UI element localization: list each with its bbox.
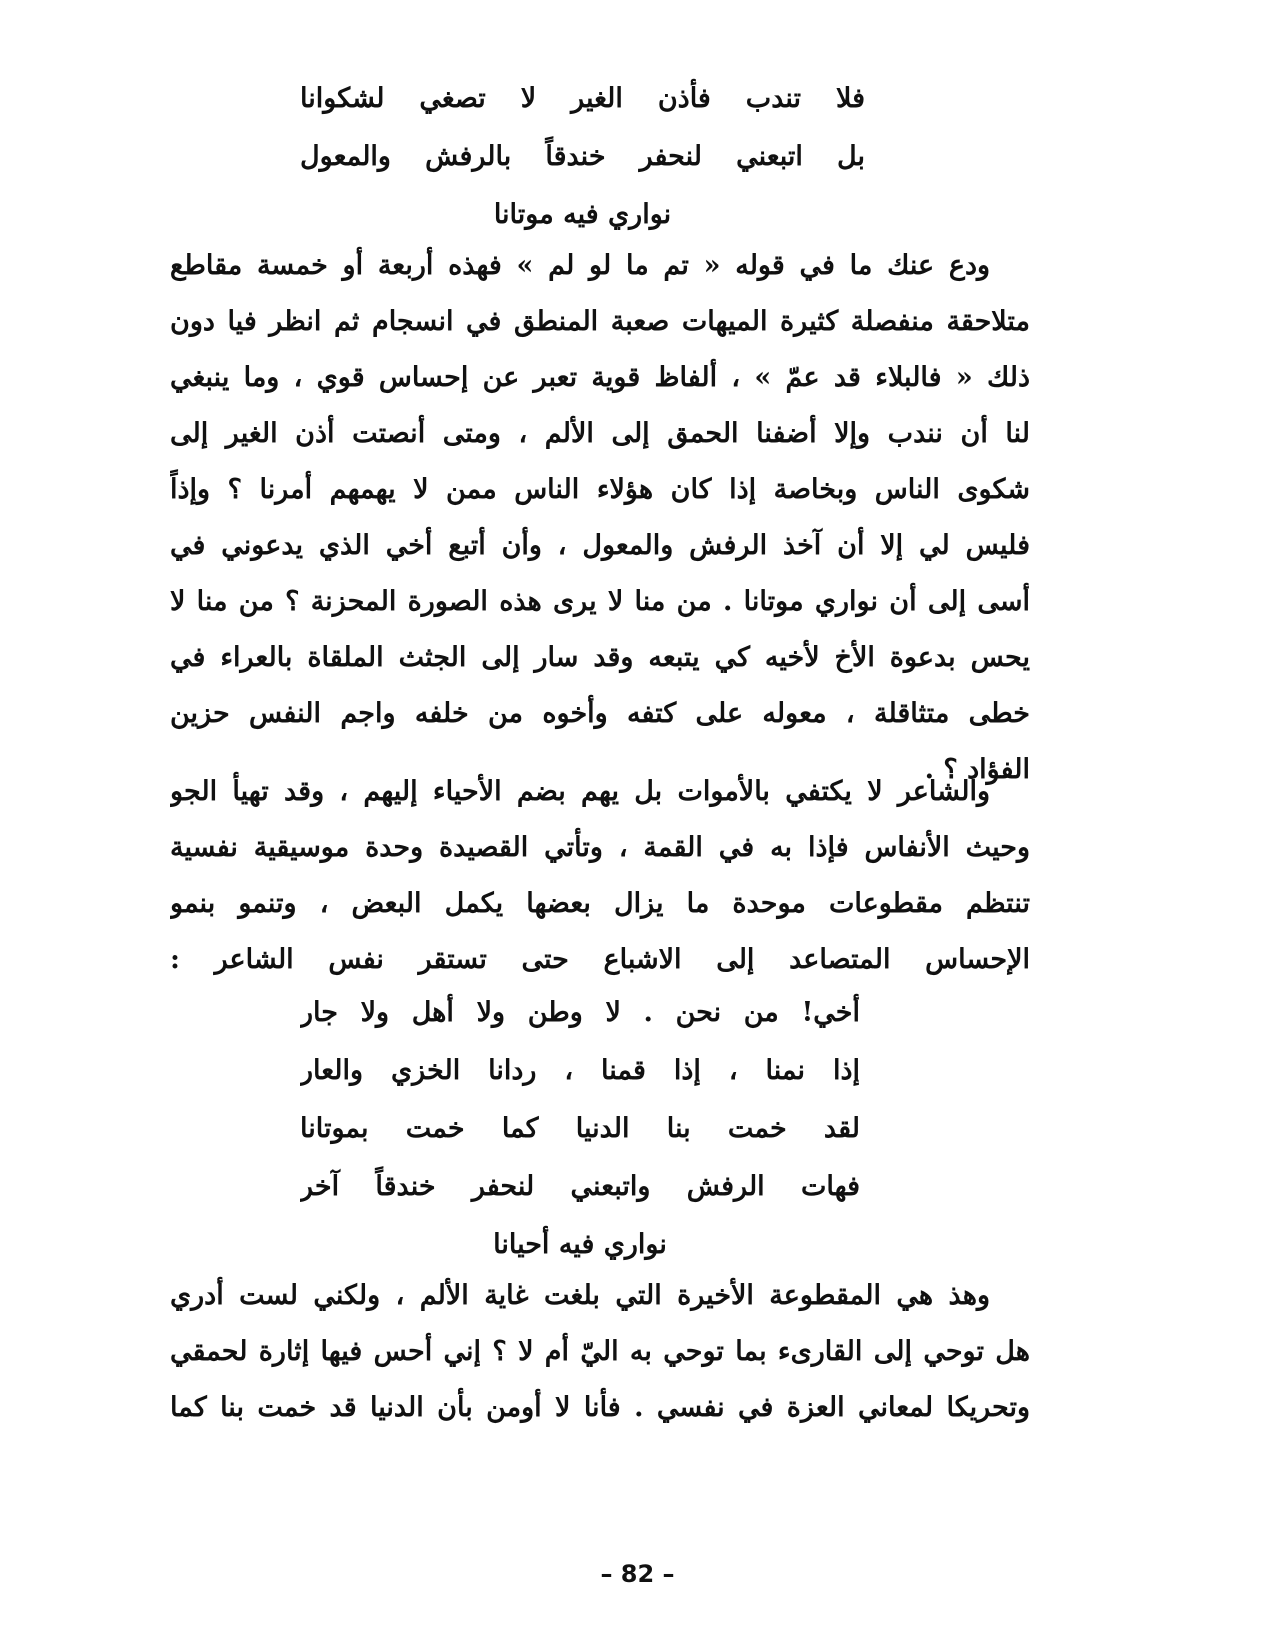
verse-line: نواري فيه أحيانا (493, 1229, 667, 1260)
text-line: متلاحقة منفصلة كثيرة الميهات صعبة المنطق في انسجام ثم انظر فيا دون (170, 306, 1030, 337)
verse-line: لقد خمت بنا الدنيا كما خمت بموتانا (300, 1113, 860, 1144)
text-line: وتحريكا لمعاني العزة في نفسي . فأنا لا أومن بأن الدنيا قد خمت بنا كما (170, 1392, 1030, 1423)
text-line: الإحساس المتصاعد إلى الاشباع حتى تستقر نفس الشاعر : (170, 944, 1030, 975)
text-line: ذلك « فالبلاء قد عمّ » ، ألفاظ قوية تعبر عن إحساس قوي ، وما ينبغي (170, 362, 1030, 393)
text-line: خطى متثاقلة ، معوله على كتفه وأخوه من خلفه واجم النفس حزين (170, 698, 1030, 729)
verse-line: فلا تندب فأذن الغير لا تصغي لشكوانا (300, 83, 865, 114)
text-line: ودع عنك ما في قوله « تم ما لو لم » فهذه أربعة أو خمسة مقاطع (170, 250, 990, 281)
verse-line: نواري فيه موتانا (493, 199, 672, 230)
text-line: الفؤاد ؟ . (924, 754, 1030, 785)
text-line: هل توحي إلى القارىء بما توحي به اليّ أم لا ؟ إني أحس فيها إثارة لحمقي (170, 1336, 1030, 1367)
text-line: شكوى الناس وبخاصة إذا كان هؤلاء الناس ممن لا يهمهم أمرنا ؟ وإذاً (170, 474, 1030, 505)
text-line: وحيث الأنفاس فإذا به في القمة ، وتأتي القصيدة وحدة موسيقية نفسية (170, 832, 1030, 863)
text-line: يحس بدعوة الأخ لأخيه كي يتبعه وقد سار إلى الجثث الملقاة بالعراء في (170, 642, 1030, 673)
verse-stanza-2 (300, 984, 860, 1274)
text-line: تنتظم مقطوعات موحدة ما يزال بعضها يكمل البعض ، وتنمو بنمو (170, 888, 1030, 919)
verse-line: إذا نمنا ، إذا قمنا ، ردانا الخزي والعار (300, 1055, 860, 1086)
paragraph-3 (170, 1268, 1030, 1436)
paragraph-2 (170, 764, 1030, 988)
text-line: أسى إلى أن نواري موتانا . من منا لا يرى هذه الصورة المحزنة ؟ من منا لا (170, 586, 1030, 617)
verse-stanza-1 (300, 70, 865, 244)
verse-line: بل اتبعني لنحفر خندقاً بالرفش والمعول (300, 141, 865, 172)
text-line: لنا أن نندب وإلا أضفنا الحمق إلى الألم ، ومتى أنصتت أذن الغير إلى (170, 418, 1030, 449)
text-line: والشاعر لا يكتفي بالأموات بل يهم بضم الأحياء إليهم ، وقد تهيأ الجو (170, 776, 990, 807)
text-line: وهذ هي المقطوعة الأخيرة التي بلغت غاية الألم ، ولكني لست أدري (170, 1280, 990, 1311)
verse-line: فهات الرفش واتبعني لنحفر خندقاً آخر (300, 1171, 860, 1202)
text-line: فليس لي إلا أن آخذ الرفش والمعول ، وأن أتبع أخي الذي يدعوني في (170, 530, 1030, 561)
paragraph-1 (170, 238, 1030, 798)
page-number: – 82 – (600, 1560, 675, 1588)
verse-line: أخي! من نحن . لا وطن ولا أهل ولا جار (300, 997, 860, 1028)
